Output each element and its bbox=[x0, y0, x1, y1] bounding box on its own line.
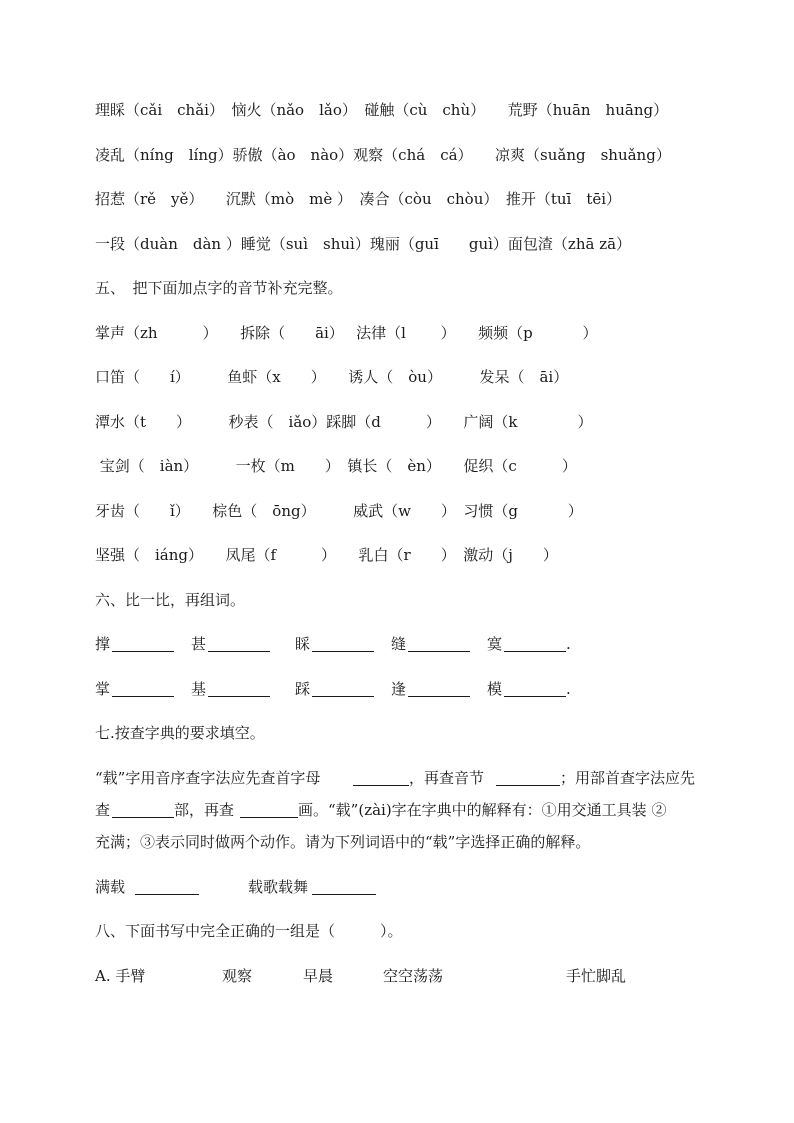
word-blank[interactable] bbox=[208, 636, 270, 652]
compare-char: 甚 bbox=[191, 635, 207, 653]
row-end: . bbox=[566, 635, 571, 653]
syllable-row: 坚强（ iáng） 凤尾（f ） 乳白（r ） 激动（j ） bbox=[95, 546, 558, 564]
option-word: 空空荡荡 bbox=[383, 967, 444, 985]
option-word: A. 手臂 bbox=[95, 967, 146, 985]
text: 画。“载”(zài)字在字典中的解释有：①用交通工具装 ② bbox=[298, 801, 667, 819]
text: “载”字用音序查字法应先查首字母 bbox=[95, 769, 321, 787]
syllable-row: 牙齿（ ǐ） 棕色（ ōng） 威武（w ） 习惯（g ） bbox=[95, 502, 583, 520]
section-8-title: 八、下面书写中完全正确的一组是（ ）。 bbox=[95, 922, 403, 940]
word-blank[interactable] bbox=[112, 681, 174, 697]
text: ；用部首查字法应先 bbox=[560, 769, 696, 787]
initial-letter-blank[interactable] bbox=[353, 770, 409, 786]
word-blank[interactable] bbox=[312, 636, 374, 652]
word-blank[interactable] bbox=[504, 636, 566, 652]
compare-char: 睬 bbox=[295, 635, 311, 653]
syllable-row: 宝剑（ iàn） 一枚（m ） 镇长（ èn） 促织（c ） bbox=[95, 457, 577, 475]
section-5-title: 五、 把下面加点字的音节补充完整。 bbox=[95, 279, 343, 297]
row-end: . bbox=[566, 680, 571, 698]
pinyin-row: 凌乱（níng líng）骄傲（ào nào）观察（chá cá） 凉爽（suǎng shuǎng） bbox=[95, 146, 671, 164]
text: ，再查音节 bbox=[409, 769, 485, 787]
meaning-blank[interactable] bbox=[135, 879, 199, 895]
syllable-blank[interactable] bbox=[496, 770, 560, 786]
syllable-row: 潭水（t ） 秒表（ iǎo）踩脚（d ） 广阔（k ） bbox=[95, 413, 593, 431]
word-blank[interactable] bbox=[312, 681, 374, 697]
option-word: 观察 bbox=[222, 967, 253, 985]
compare-char: 寞 bbox=[487, 635, 503, 653]
stroke-count-blank[interactable] bbox=[240, 802, 298, 818]
pinyin-row: 一段（duàn dàn ）睡觉（suì shuì）瑰丽（guī guì）面包渣（zhā zā） bbox=[95, 235, 632, 253]
compare-char: 缝 bbox=[391, 635, 407, 653]
compare-char: 掌 bbox=[95, 680, 111, 698]
syllable-row: 掌声（zh ） 拆除（ āi） 法律（l ） 频频（p ） bbox=[95, 324, 598, 342]
radical-blank[interactable] bbox=[112, 802, 174, 818]
section-7-title: 七.按查字典的要求填空。 bbox=[95, 724, 265, 742]
compare-char: 基 bbox=[191, 680, 207, 698]
word-blank[interactable] bbox=[408, 681, 470, 697]
compare-char: 撑 bbox=[95, 635, 111, 653]
word-blank[interactable] bbox=[504, 681, 566, 697]
compare-char: 踩 bbox=[295, 680, 311, 698]
pinyin-row: 理睬（cǎi chǎi） 恼火（nǎo lǎo） 碰触（cù chù） 荒野（huān huāng） bbox=[95, 101, 669, 119]
section-7-line-3: 充满；③表示同时做两个动作。请为下列词语中的“载”字选择正确的解释。 bbox=[95, 833, 591, 851]
text: 查 bbox=[95, 801, 111, 819]
word: 载歌载舞 bbox=[248, 878, 309, 896]
meaning-blank[interactable] bbox=[312, 879, 376, 895]
section-6-title: 六、比一比，再组词。 bbox=[95, 591, 246, 609]
word-blank[interactable] bbox=[112, 636, 174, 652]
word-blank[interactable] bbox=[208, 681, 270, 697]
pinyin-row: 招惹（rě yě） 沉默（mò mè ） 凑合（còu chòu） 推开（tuī tēi） bbox=[95, 190, 622, 208]
syllable-row: 口笛（ í） 鱼虾（x ） 诱人（ òu） 发呆（ āi） bbox=[95, 368, 569, 386]
word: 满载 bbox=[95, 878, 130, 896]
option-word: 早晨 bbox=[303, 967, 334, 985]
option-word: 手忙脚乱 bbox=[566, 967, 627, 985]
word-blank[interactable] bbox=[408, 636, 470, 652]
text: 部，再查 bbox=[174, 801, 235, 819]
compare-char: 模 bbox=[487, 680, 503, 698]
compare-char: 逢 bbox=[391, 680, 407, 698]
